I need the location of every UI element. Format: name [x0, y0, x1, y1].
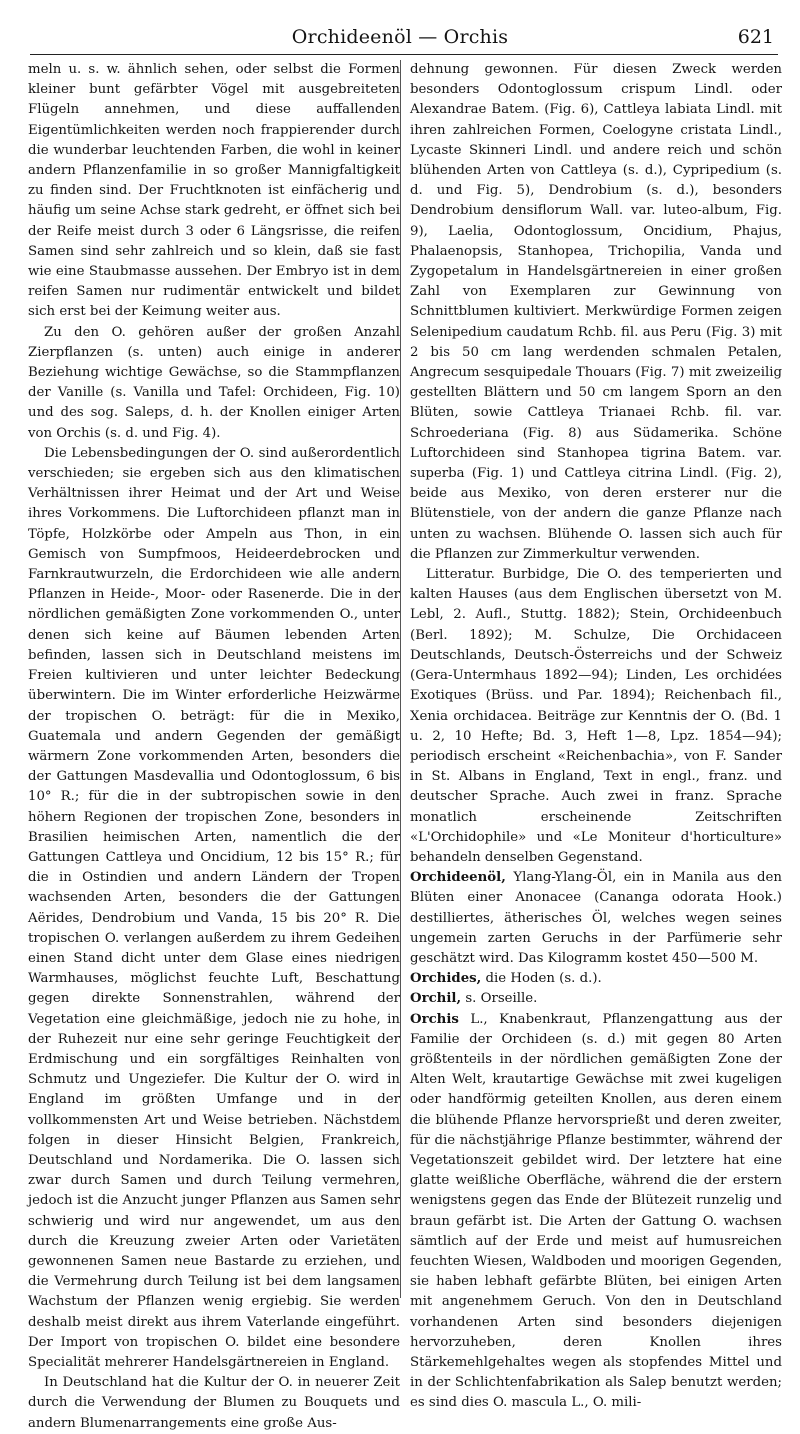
entry-orchides — [410, 969, 782, 989]
headword: Orchil, — [410, 991, 462, 1007]
entry-orchideenoel — [410, 868, 782, 969]
entry-text: die Hoden (s. d.). — [481, 971, 602, 987]
page-header — [0, 18, 800, 58]
header-rule — [30, 54, 778, 55]
paragraph: dehnung gewonnen. Für diesen Zweck werden besonders Odontoglossum crispum Lindl. oder Alexandrae Batem. (Fig. 6), Cattleya labiata Lindl. mit ihren zahlreichen Formen, Coelogyne cristata Lindl., Lycaste Skinneri Lindl. und andere reich und schön blühenden Arten von Cattleya (s. d.), Cypripedium (s. d. und Fig. 5), Dendrobium (s. d.), besonders Dendrobium densiflorum Wall. var. luteo-album, Fig. 9), Laelia, Odontoglossum, Oncidium, Phajus, Phalaenopsis, Stanhopea, Trichopilia, Vanda und Zygopetalum in Handelsgärtnereien in einer großen Zahl von Exemplaren zur Gewinnung von Schnittblumen kultiviert. Merkwürdige Formen zeigen Selenipedium caudatum Rchb. fil. aus Peru (Fig. 3) mit 2 bis 50 cm lang werdenden schmalen Petalen, Angrecum sesquipedale Thouars (Fig. 7) mit zweizeilig gestellten Blättern und 50 cm langem Sporn an den Blüten, sowie Cattleya Trianaei Rchb. fil. var. Schroederiana (Fig. 8) aus Südamerika. Schöne Luftorchideen sind Stanhopea tigrina Batem. var. superba (Fig. 1) und Cattleya citrina Lindl. (Fig. 2), beide aus Mexiko, von deren ersterer nur die Blütenstiele, von der andern die ganze Pflanze nach unten zu wachsen. Blühende O. lassen sich auch für die Pflanzen zur Zimmerkultur verwenden. — [410, 62, 782, 562]
running-title: Orchideenöl — Orchis — [291, 26, 509, 48]
column-divider — [400, 60, 401, 1298]
paragraph: meln u. s. w. ähnlich sehen, oder selbst die Formen kleiner bunt gefärbter Vögel mit ausgebreiteten Flügeln annehmen, und diese auffallenden Eigentümlichkeiten werden noch frappierender durch die wunderbar leuchtenden Farben, die wohl in keiner andern Pflanzenfamilie in so großer Mannigfaltigkeit zu finden sind. Der Fruchtknoten ist einfächerig und häufig um seine Achse stark gedreht, er öffnet sich bei der Reife meist durch 3 oder 6 Längsrisse, die reifen Samen sind sehr zahlreich und so klein, daß sie fast wie eine Staubmasse aussehen. Der Embryo ist in dem reifen Samen nur rudimentär entwickelt und bildet sich erst bei der Keimung weiter aus. — [28, 62, 400, 320]
page-number: 621 — [737, 26, 774, 48]
headword: Orchides, — [410, 971, 482, 987]
entry-text: s. Orseille. — [461, 991, 538, 1007]
paragraph: Die Lebensbedingungen der O. sind außerordentlich verschieden; sie ergeben sich aus den klimatischen Verhältnissen ihrer Heimat und der Art und Weise ihres Vorkommens. Die Luftorchideen pflanzt man in Töpfe, Holzkörbe oder Ampeln aus Thon, in ein Gemisch von Sumpfmoos, Heideerdebrocken und Farnkrautwurzeln, die Erdorchideen wie alle andern Pflanzen in Heide-, Moor- oder Rasenerde. Die in der nördlichen gemäßigten Zone vorkommenden O., unter denen sich keine auf Bäumen lebenden Arten befinden, lassen sich in Deutschland meistens im Freien kultivieren und unter leichter Bedeckung überwintern. Die im Winter erforderliche Heizwärme der tropischen O. beträgt: für die in Mexiko, Guatemala und andern Gegenden der gemäßigt wärmern Zone vorkommenden Arten, besonders die der Gattungen Masdevallia und Odontoglossum, 6 bis 10° R.; für die in der subtropischen sowie in den höhern Regionen der tropischen Zone, besonders in Brasilien heimischen Arten, namentlich die der Gattungen Cattleya und Oncidium, 12 bis 15° R.; für die in Ostindien und andern Ländern der Tropen wachsenden Arten, besonders die der Gattungen Aërides, Dendrobium und Vanda, 15 bis 20° R. Die tropischen O. verlangen außerdem zu ihrem Gedeihen einen Stand dicht unter dem Glase eines niedrigen Warmhauses, möglichst feuchte Luft, Beschattung gegen direkte Sonnenstrahlen, während der Vegetation eine gleichmäßige, jedoch nie zu hohe, in der Ruhezeit nur eine sehr geringe Feuchtigkeit der Erdmischung und ein sorgfältiges Reinhalten von Schmutz und Ungeziefer. Die Kultur der O. wird in England im größten Umfange und in der vollkommensten Art und Weise betrieben. Nächstdem folgen in dieser Hinsicht Belgien, Frankreich, Deutschland und Nordamerika. Die O. lassen sich zwar durch Samen und durch Teilung vermehren, jedoch ist die Anzucht junger Pflanzen aus Samen sehr schwierig und wird nur angewendet, um aus den durch die Kreuzung zweier Arten oder Varietäten gewonnenen Samen neue Bastarde zu erziehen, und die Vermehrung durch Teilung ist bei dem langsamen Wachstum der Pflanzen wenig ergiebig. Sie werden deshalb meist direkt aus ihrem Vaterlande eingeführt. Der Import von tropischen O. bildet eine besondere Specialität mehrerer Handelsgärtnereien in England. — [28, 445, 400, 1370]
entry-text: Ylang-Ylang-Öl, ein in Manila aus den Blüten einer Anonacee (Cananga odorata Hook.) destilliertes, ätherisches Öl, welches wegen seines ungemein zarten Geruchs in der Parfümerie sehr geschätzt wird. Das Kilogramm kostet 450—500 M. — [410, 870, 782, 966]
literature-paragraph: Litteratur. Burbidge, Die O. des temperierten und kalten Hauses (aus dem Englischen übersetzt von M. Lebl, 2. Aufl., Stuttg. 1882); Stein, Orchideenbuch (Berl. 1892); M. Schulze, Die Orchidaceen Deutschlands, Deutsch-Österreichs und der Schweiz (Gera-Untermhaus 1892—94); Linden, Les orchidées Exotiques (Brüss. und Par. 1894); Reichenbach fil., Xenia orchidacea. Beiträge zur Kenntnis der O. (Bd. 1 u. 2, 10 Hefte; Bd. 3, Heft 1—8, Lpz. 1854—94); periodisch erscheint «Reichenbachia», von F. Sander in St. Albans in England, Text in engl., franz. und deutscher Sprache. Auch zwei in franz. Sprache monatlich erscheinende Zeitschriften «L'Orchidophile» und «Le Moniteur d'horticulture» behandeln denselben Gegenstand. — [410, 567, 782, 865]
paragraph: Zu den O. gehören außer der großen Anzahl Zierpflanzen (s. unten) auch einige in anderer Beziehung wichtige Gewächse, so die Stammpflanzen der Vanille (s. Vanilla und Tafel: Orchideen, Fig. 10) und des sog. Saleps, d. h. der Knollen einiger Arten von Orchis (s. d. und Fig. 4). — [28, 324, 400, 441]
left-column — [28, 60, 400, 1431]
headword: Orchis — [410, 1011, 459, 1027]
entry-orchis — [410, 1010, 782, 1414]
right-column — [410, 60, 782, 1411]
entry-text: L., Knabenkraut, Pflanzengattung aus der Familie der Orchideen (s. d.) mit gegen 80 Arten größtenteils in der nördlichen gemäßigten Zone der Alten Welt, krautartige Gewächse mit zwei kugeligen oder handförmig geteilten Knollen, aus deren einem die blühende Pflanze hervorsprießt und deren zweiter, für die nächstjährige Pflanze bestimmter, während der Vegetationszeit gebildet wird. Der letztere hat eine glatte weißliche Oberfläche, während die der erstern wenigstens gegen das Ende der Blütezeit runzelig und braun gefärbt ist. Die Arten der Gattung O. wachsen sämtlich auf der Erde und meist auf humusreichen feuchten Wiesen, Waldboden und moorigen Gegenden, sie haben lebhaft gefärbte Blüten, bei einigen Arten mit angenehmem Geruch. Von den in Deutschland vorhandenen Arten sind besonders diejenigen hervorzuheben, deren Knollen ihres Stärkemehlgehaltes wegen als stopfendes Mittel und in der Schlichtenfabrikation als Salep benutzt werden; es sind dies O. mascula L., O. mili- — [410, 1011, 782, 1411]
paragraph: In Deutschland hat die Kultur der O. in neuerer Zeit durch die Verwendung der Blumen zu Bouquets und andern Blumenarrangements eine große Aus- — [28, 1375, 400, 1431]
headword: Orchideenöl, — [410, 870, 506, 886]
entry-orchil — [410, 989, 782, 1009]
